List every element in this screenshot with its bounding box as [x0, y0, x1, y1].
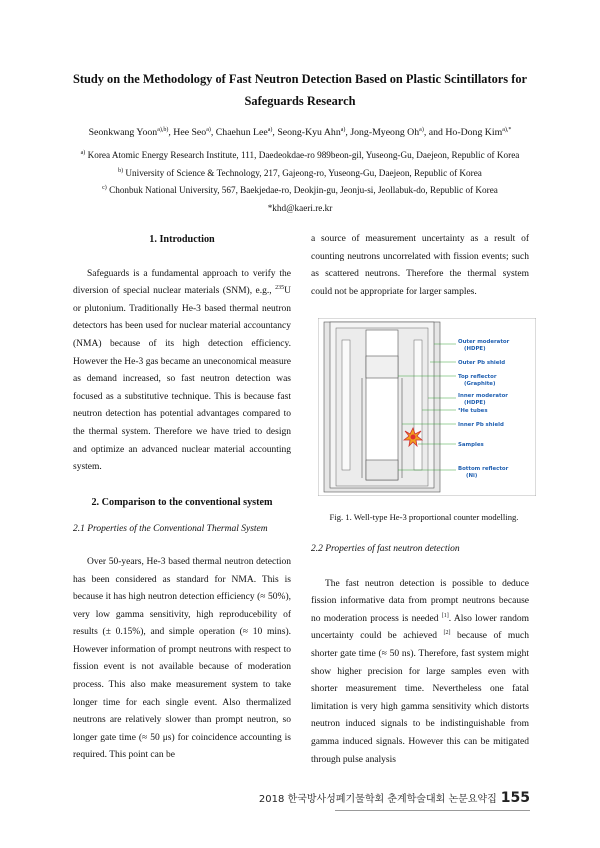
author: Jong-Myeong Oh$^{a)}$: [350, 127, 424, 138]
affiliation-a: $^{a)}$ Korea Atomic Energy Research Institute, 111, Daedeokdae-ro 989beon-gil, Yuseong-Gu, Daejeon, Republic of Korea: [80, 150, 520, 160]
intro-paragraph: Safeguards is a fundamental approach to verify the diversion of special nuclear materials (SNM), e.g., $^{235}$U or plutonium. Traditionally He-3 based thermal neutron detectors has been used for nuclear material accountancy (NMA) because of its high detection efficiency. However the He-3 gas became an uneconomical measure as demand increased, so fast neutron detection was focused as a substitutive technique. This is because fast neutron detection has potential advantages compared to the thermal system. Therefore we have tried to design and optimize an advanced nuclear material accounting system.: [73, 268, 291, 473]
svg-text:(HDPE): (HDPE): [464, 400, 486, 406]
author: Seong-Kyu Ahn$^{a)}$: [277, 127, 346, 138]
svg-text:(Ni): (Ni): [466, 473, 478, 479]
right-column-bottom: [311, 541, 529, 769]
svg-text:Outer moderator: Outer moderator: [458, 339, 510, 345]
svg-text:Top reflector: Top reflector: [458, 374, 497, 380]
he3-tube-right: [414, 340, 422, 470]
svg-text:Outer Pb shield: Outer Pb shield: [458, 360, 506, 366]
page-number: 155: [500, 790, 530, 806]
author: Ho-Dong Kim$^{a),*}$: [445, 127, 512, 138]
top-reflector-shape: [366, 356, 398, 378]
svg-text:³He tubes: ³He tubes: [458, 408, 488, 414]
section-heading-comparison: 2. Comparison to the conventional system: [91, 496, 273, 508]
svg-text:Bottom reflector: Bottom reflector: [458, 466, 509, 472]
figure-1: [318, 318, 536, 496]
proceedings-name: 2018 한국방사성폐기물학회 춘계학술대회 논문요약집: [258, 794, 497, 805]
page-footer: [259, 790, 530, 806]
thermal-system-paragraph-cont: a source of measurement uncertainty as a result of counting neutrons uncorrelated with fission events; such as scattered neutrons. Therefore the thermal system could not be appropriate for larger samples.: [311, 234, 529, 297]
author: Chaehun Lee$^{a)}$: [215, 127, 273, 138]
svg-text:Inner Pb shield: Inner Pb shield: [458, 422, 504, 428]
author: Seonkwang Yoon$^{a),b)}$: [88, 127, 169, 138]
section-heading-introduction: 1. Introduction: [149, 234, 215, 245]
subsection-2-1-heading: 2.1 Properties of the Conventional Thermal System: [73, 524, 268, 535]
corresponding-email: *khd@kaeri.re.kr: [267, 203, 333, 213]
svg-text:Samples: Samples: [458, 442, 484, 448]
bottom-reflector-shape: [366, 460, 398, 480]
right-column-top: [311, 231, 529, 301]
title-line-2: Safeguards Research: [244, 94, 356, 108]
affiliation-c: $^{c)}$ Chonbuk National University, 567, Baekjedae-ro, Deokjin-gu, Jeonju-si, Jeollabuk-do, Republic of Korea: [102, 185, 498, 195]
he3-tube-left: [342, 340, 350, 470]
title-line-1: Study on the Methodology of Fast Neutron Detection Based on Plastic Scintillators for: [72, 72, 528, 86]
fast-detection-paragraph: The fast neutron detection is possible to deduce fission informative data from prompt neutrons because no moderation process is needed [1]. Also lower random uncertainty could be achieved [2] because of much shorter gate time (≈ 50 ns). Therefore, fast system might show higher precision for large samples even with shorter measurement time. Nevertheless one fatal limitation is very high gamma sensitivity which distorts neutron induced signals to be indistinguishable from gamma induced signals. However this can be mitigated through pulse analysis: [311, 578, 530, 765]
author-list: Seonkwang Yoon$^{a),b)}$, Hee Seo$^{a)}$, Chaehun Lee$^{a)}$, Seong-Kyu Ahn$^{a)}$, Jong-Myeong Oh$^{a)}$, and Ho-Dong Kim$^{a),*}$: [88, 127, 512, 138]
svg-text:Inner moderator: Inner moderator: [458, 393, 508, 399]
author: Hee Seo$^{a)}$: [173, 127, 211, 138]
left-column: [73, 231, 291, 765]
paper-title: [40, 68, 560, 112]
detector-diagram: [318, 318, 536, 496]
subsection-2-2-heading: 2.2 Properties of fast neutron detection: [311, 544, 460, 554]
footer-rule: [335, 810, 530, 811]
svg-text:(Graphite): (Graphite): [464, 381, 496, 387]
affiliation-b: $^{b)}$ University of Science & Technology, 217, Gajeong-ro, Yuseong-Gu, Daejeon, Republic of Korea: [118, 168, 482, 178]
figure-caption: Fig. 1. Well-type He-3 proportional counter modelling.: [329, 512, 519, 522]
thermal-system-paragraph: Over 50-years, He-3 based thermal neutron detection has been considered as standard for NMA. This is because it has high neutron detection efficiency (≈ 50%), very low gamma sensitivity, high reproducebility of results (± 0.15%), and simple operation (≈ 10 mins). However information of prompt neutrons with respect to fission event is not available because of moderation process. This also make measurement system to take longer time for each single event. Also thermalized neutrons are relatively slower than prompt neutron, so longer gate time (≈ 50 μs) for coincidence accounting is required. This point can be: [73, 556, 291, 761]
svg-text:(HDPE): (HDPE): [464, 346, 486, 352]
